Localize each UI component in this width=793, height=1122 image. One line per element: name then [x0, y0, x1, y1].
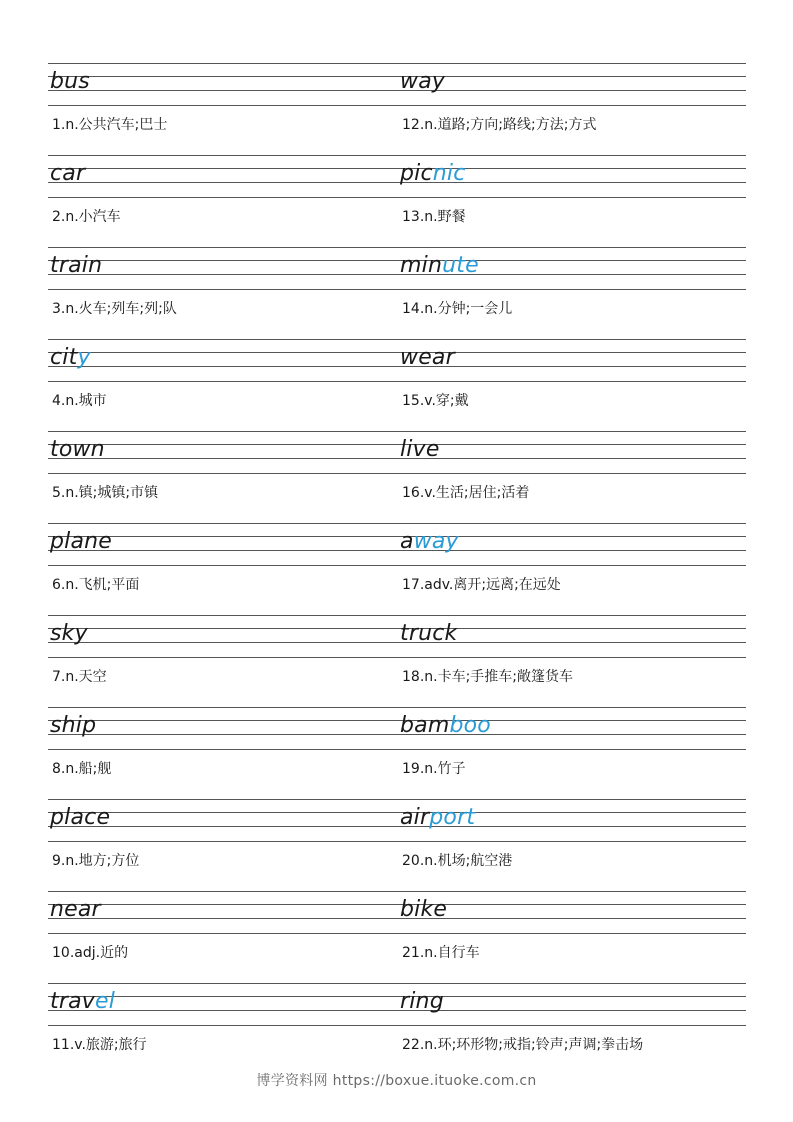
- vocab-word-plain-part: place: [50, 805, 111, 830]
- vocab-word-plain-part: town: [50, 437, 105, 462]
- vocab-word: [50, 67, 90, 97]
- vocab-definition: 1.n.公共汽车;巴士: [52, 117, 168, 133]
- vocab-definition: 2.n.小汽车: [52, 209, 121, 225]
- vocab-definition: 22.n.环;环形物;戒指;铃声;声调;拳击场: [402, 1037, 644, 1053]
- vocab-row: [48, 615, 746, 707]
- vocab-word-plain-part: a: [400, 529, 414, 554]
- vocab-word-plain-part: ring: [400, 989, 444, 1014]
- vocab-word-plain-part: ship: [50, 713, 97, 738]
- vocab-entry-left: [48, 155, 388, 247]
- vocab-entry-left: [48, 615, 388, 707]
- vocab-word-plain-part: pic: [400, 161, 433, 186]
- vocab-word-plain-part: near: [50, 897, 101, 922]
- vocab-word: [50, 619, 88, 649]
- vocab-word-plain-part: train: [50, 253, 103, 278]
- vocab-entry-right: [398, 339, 738, 431]
- vocab-definition: 15.v.穿;戴: [402, 393, 469, 409]
- vocab-entry-right: [398, 707, 738, 799]
- vocab-definition: 19.n.竹子: [402, 761, 466, 777]
- vocab-row: [48, 431, 746, 523]
- vocab-word: [50, 159, 85, 189]
- vocab-entry-right: [398, 247, 738, 339]
- vocab-word-highlighted-part: port: [429, 805, 476, 830]
- vocab-definition: 18.n.卡车;手推车;敞篷货车: [402, 669, 574, 685]
- vocab-entry-left: [48, 247, 388, 339]
- vocab-word-plain-part: cit: [50, 345, 78, 370]
- vocab-word: [50, 711, 96, 741]
- vocab-definition: 4.n.城市: [52, 393, 107, 409]
- vocab-word-plain-part: live: [400, 437, 440, 462]
- vocab-entry-right: [398, 63, 738, 155]
- vocab-row: [48, 799, 746, 891]
- vocab-row: [48, 983, 746, 1075]
- vocab-definition: 7.n.天空: [52, 669, 107, 685]
- vocab-word: [400, 251, 479, 281]
- vocab-word: [400, 987, 444, 1017]
- vocab-word-plain-part: bus: [50, 69, 90, 94]
- vocab-entry-right: [398, 155, 738, 247]
- vocab-definition: 20.n.机场;航空港: [402, 853, 513, 869]
- vocab-word-plain-part: car: [50, 161, 86, 186]
- vocab-entry-left: [48, 891, 388, 983]
- vocab-word-highlighted-part: boo: [449, 713, 491, 738]
- vocab-word-plain-part: truck: [400, 621, 458, 646]
- vocab-entry-left: [48, 63, 388, 155]
- vocab-entry-right: [398, 431, 738, 523]
- vocab-word: [400, 619, 457, 649]
- vocab-entry-right: [398, 891, 738, 983]
- vocab-word-plain-part: bike: [400, 897, 448, 922]
- vocab-word-plain-part: wear: [400, 345, 455, 370]
- vocab-word: [50, 343, 91, 373]
- vocab-entry-left: [48, 339, 388, 431]
- vocab-word: [50, 527, 112, 557]
- vocab-entry-right: [398, 523, 738, 615]
- vocab-definition: 17.adv.离开;远离;在远处: [402, 577, 561, 593]
- vocab-word: [400, 895, 447, 925]
- vocab-definition: 16.v.生活;居住;活着: [402, 485, 530, 501]
- vocab-word: [50, 251, 102, 281]
- vocab-word: [400, 159, 466, 189]
- vocab-word: [50, 987, 115, 1017]
- vocab-word-highlighted-part: el: [94, 989, 116, 1014]
- vocab-word: [50, 803, 110, 833]
- vocab-word-plain-part: sky: [50, 621, 88, 646]
- vocab-entry-left: [48, 523, 388, 615]
- vocab-word-highlighted-part: ute: [442, 253, 479, 278]
- vocab-row: [48, 339, 746, 431]
- vocab-definition: 11.v.旅游;旅行: [52, 1037, 147, 1053]
- vocab-row: [48, 707, 746, 799]
- vocab-word: [400, 435, 440, 465]
- vocab-definition: 9.n.地方;方位: [52, 853, 140, 869]
- vocab-entry-left: [48, 983, 388, 1075]
- vocab-entry-right: [398, 799, 738, 891]
- vocab-definition: 21.n.自行车: [402, 945, 480, 961]
- vocab-row: [48, 247, 746, 339]
- vocab-entry-left: [48, 431, 388, 523]
- vocab-row: [48, 523, 746, 615]
- vocab-word: [400, 527, 459, 557]
- vocab-entry-left: [48, 799, 388, 891]
- vocab-row: [48, 63, 746, 155]
- vocab-word: [50, 435, 105, 465]
- vocab-definition: 8.n.船;舰: [52, 761, 112, 777]
- vocab-word-highlighted-part: y: [77, 345, 91, 370]
- vocab-definition: 14.n.分钟;一会儿: [402, 301, 513, 317]
- vocab-row: [48, 891, 746, 983]
- vocab-definition: 3.n.火车;列车;列;队: [52, 301, 177, 317]
- vocab-entry-left: [48, 707, 388, 799]
- vocab-definition: 10.adj.近的: [52, 945, 129, 961]
- vocab-entry-right: [398, 983, 738, 1075]
- vocab-word-plain-part: bam: [400, 713, 450, 738]
- vocab-word-plain-part: min: [400, 253, 443, 278]
- vocab-word: [400, 803, 475, 833]
- vocab-word-plain-part: plane: [50, 529, 113, 554]
- vocab-word-plain-part: way: [400, 69, 446, 94]
- vocab-definition: 6.n.飞机;平面: [52, 577, 140, 593]
- vocab-definition: 13.n.野餐: [402, 209, 466, 225]
- vocab-word: [400, 343, 455, 373]
- vocab-word-plain-part: air: [400, 805, 430, 830]
- vocab-word: [400, 711, 491, 741]
- vocab-entry-right: [398, 615, 738, 707]
- vocab-word: [50, 895, 101, 925]
- vocab-word: [400, 67, 445, 97]
- vocab-row: [48, 155, 746, 247]
- vocab-word-plain-part: trav: [50, 989, 95, 1014]
- vocab-definition: 12.n.道路;方向;路线;方法;方式: [402, 117, 597, 133]
- vocab-definition: 5.n.镇;城镇;市镇: [52, 485, 159, 501]
- vocab-word-highlighted-part: way: [413, 529, 459, 554]
- vocab-word-highlighted-part: nic: [432, 161, 466, 186]
- footer-source: 博学资料网 https://boxue.ituoke.com.cn: [256, 1073, 537, 1089]
